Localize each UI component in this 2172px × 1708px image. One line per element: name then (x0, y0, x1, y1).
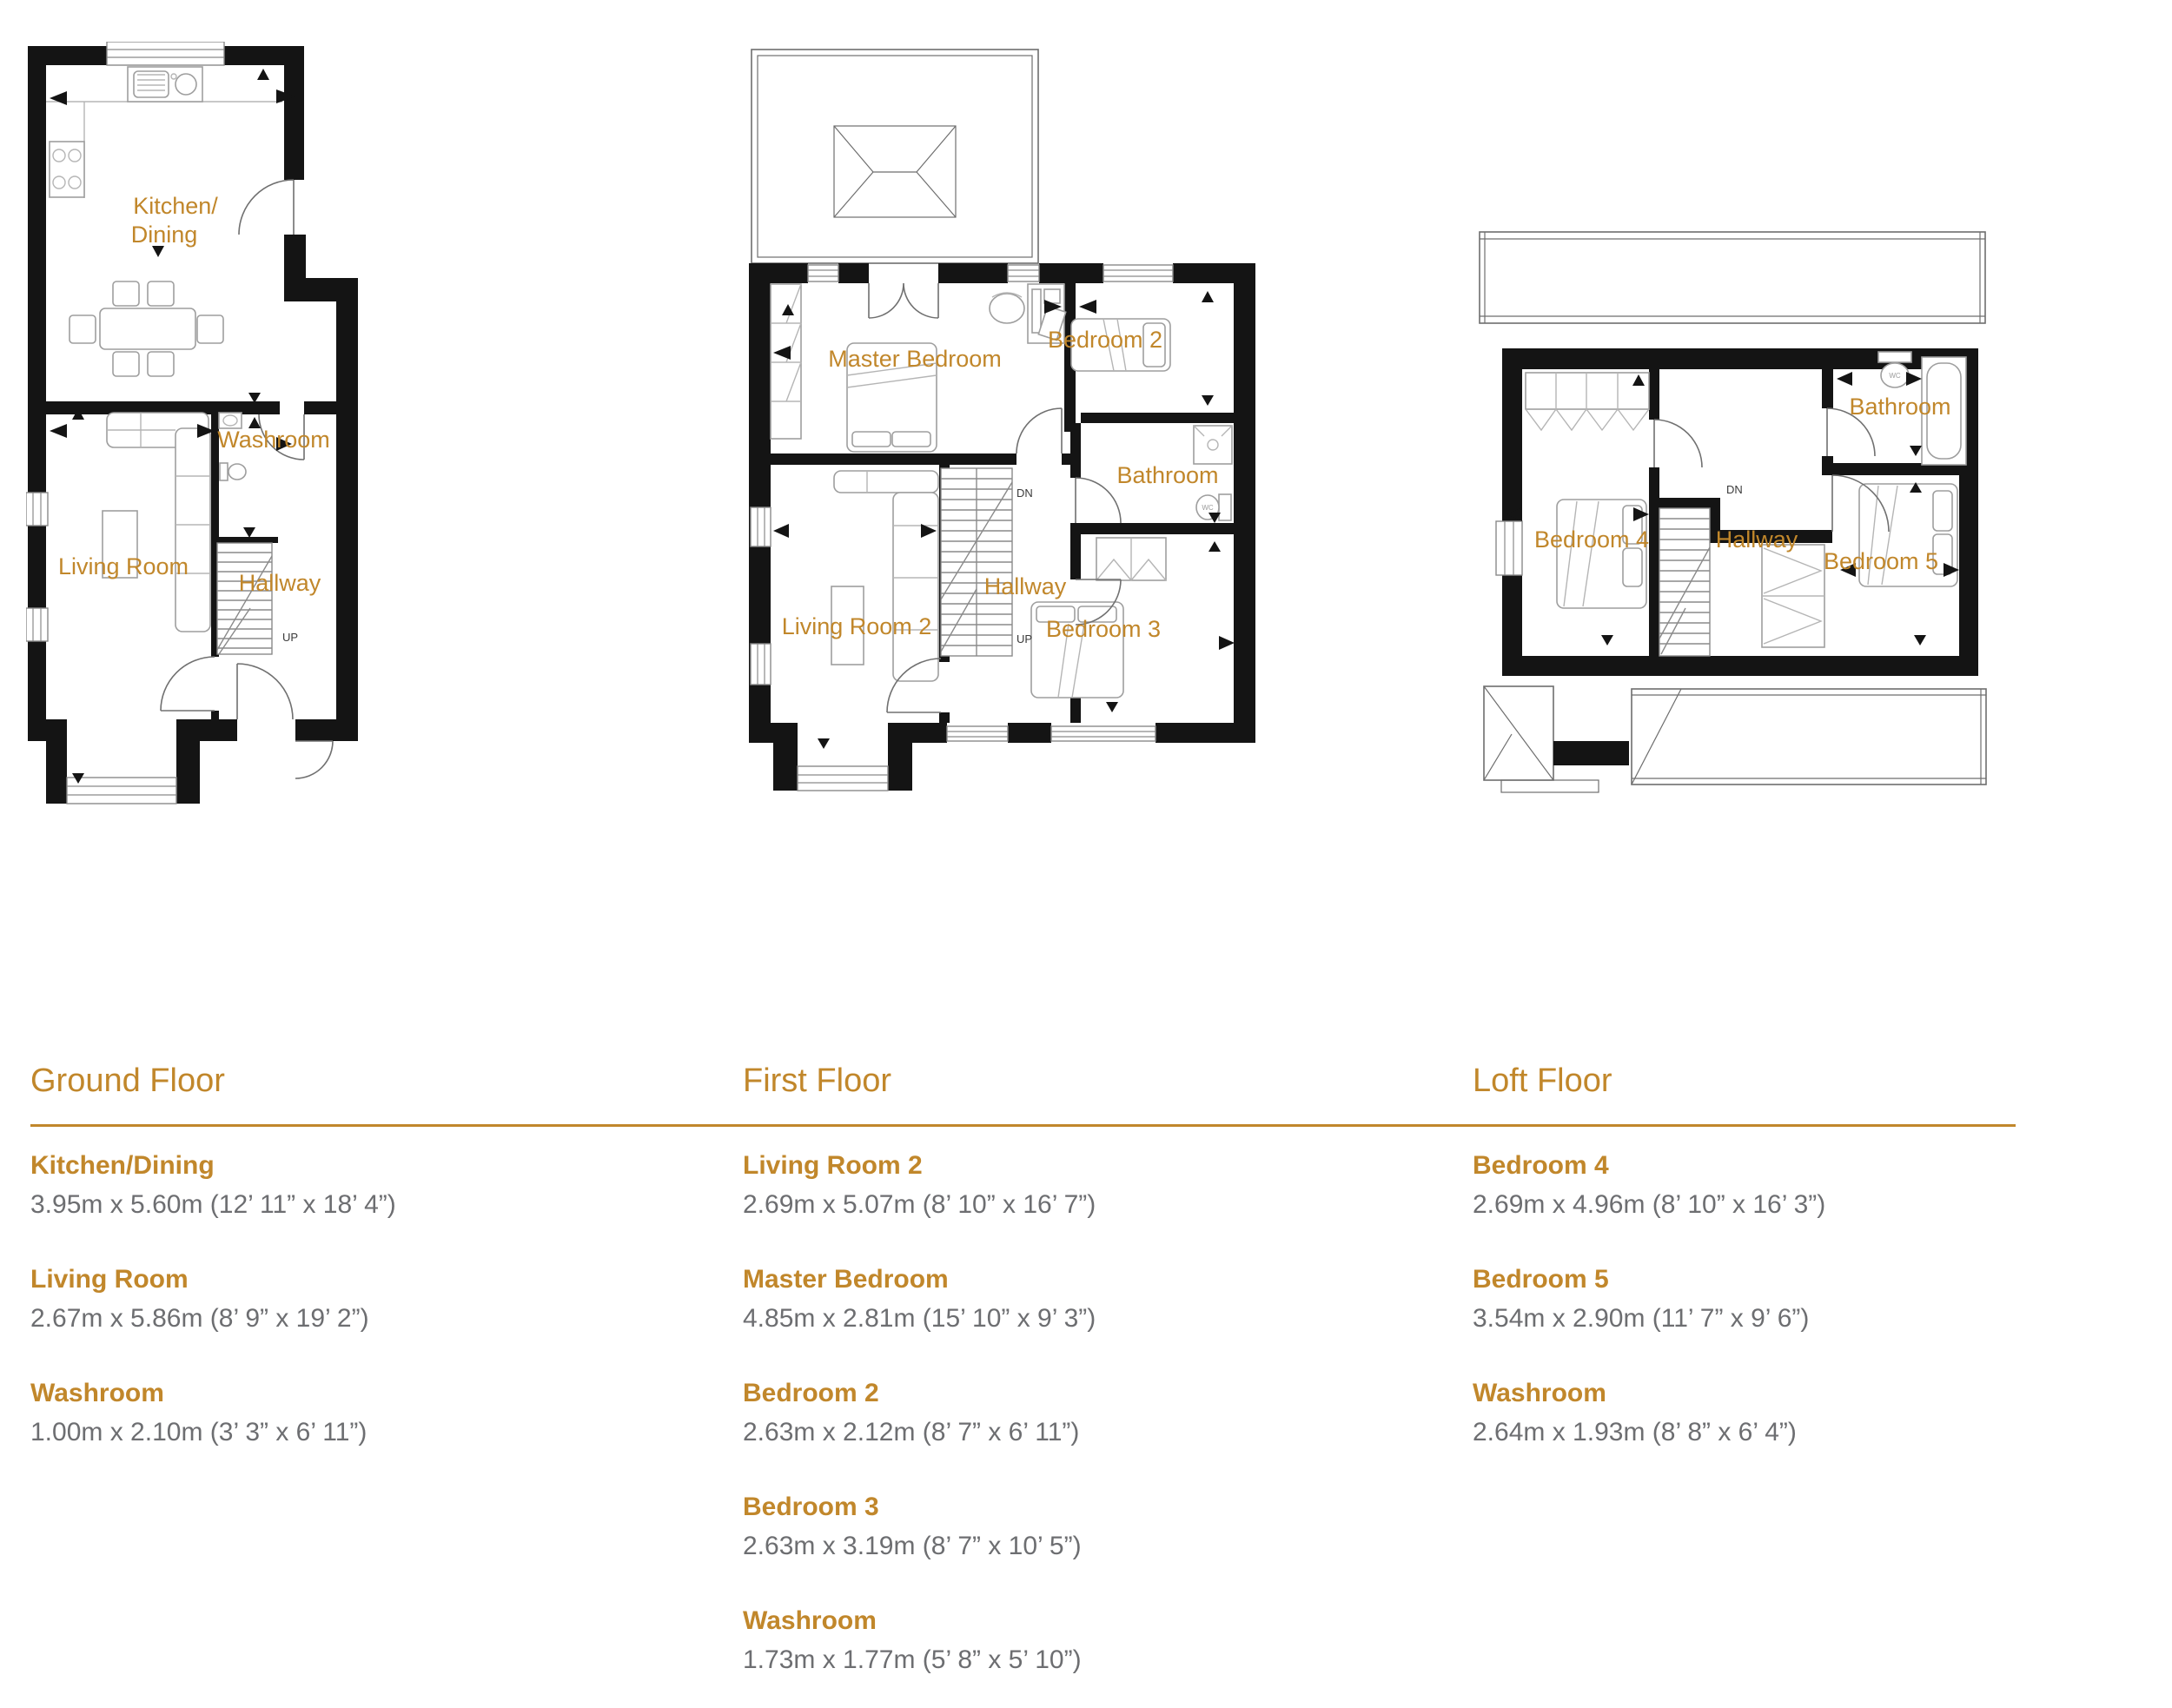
room-name: Washroom (30, 1379, 164, 1407)
arrow-right-icon (1219, 636, 1235, 650)
legend-entry (743, 1604, 1420, 1678)
room-name: Bedroom 3 (743, 1493, 879, 1521)
room-dimensions: 2.69m x 5.07m (8’ 10” x 16’ 7”) (743, 1190, 1096, 1219)
loft-label-bedroom5: Bedroom 5 (1823, 548, 1939, 574)
staircase-dn-up (941, 468, 1012, 656)
arrow-right-icon (1906, 372, 1922, 386)
legend-title-ground: Ground Floor (30, 1063, 225, 1099)
ground-label-hallway: Hallway (238, 570, 321, 596)
arrow-up-icon (257, 69, 269, 80)
ground-floor-plan (26, 42, 361, 815)
bedroom4-bed (1557, 500, 1646, 608)
room-name: Living Room (30, 1265, 189, 1294)
room-name: Bedroom 5 (1473, 1265, 1609, 1294)
room-dimensions: 3.95m x 5.60m (12’ 11” x 18’ 4”) (30, 1190, 396, 1219)
loft-label-dn: DN (1726, 483, 1743, 496)
kitchen-sink (128, 67, 202, 102)
arrow-down-icon (818, 738, 830, 749)
legend-column-ground (30, 1062, 708, 1490)
first-label-dn: DN (1016, 487, 1033, 500)
room-dimensions: 2.64m x 1.93m (8’ 8” x 6’ 4”) (1473, 1418, 1797, 1447)
legend-entry (743, 1262, 1420, 1336)
legend-title-first: First Floor (743, 1063, 891, 1099)
arrow-left-icon (50, 424, 67, 438)
svg-text:WC: WC (1202, 504, 1214, 512)
legend-entry (743, 1376, 1420, 1450)
dormer-roof (1484, 686, 1599, 792)
room-name: Bedroom 4 (1473, 1151, 1609, 1180)
first-label-bedroom3: Bedroom 3 (1045, 616, 1162, 642)
loft-label-hallway: Hallway (1715, 526, 1798, 553)
ground-label-kitchen-1: Kitchen/ (133, 193, 218, 219)
stove-icon (50, 142, 84, 197)
room-dimensions: 2.63m x 2.12m (8’ 7” x 6’ 11”) (743, 1418, 1080, 1447)
living-door-arc (161, 657, 215, 711)
loft-floor-plan (1477, 222, 1998, 795)
bedroom4-door-arc (1654, 420, 1702, 467)
master-wardrobe (771, 284, 801, 439)
porch-door-arc (295, 741, 333, 778)
first-label-living2: Living Room 2 (781, 613, 932, 639)
room-name: Bedroom 2 (743, 1379, 879, 1407)
room-dimensions: 4.85m x 2.81m (15’ 10” x 9’ 3”) (743, 1304, 1096, 1333)
room-dimensions: 1.00m x 2.10m (3’ 3” x 6’ 11”) (30, 1418, 368, 1447)
ground-window-kitchen (107, 42, 224, 65)
loft-label-bathroom: Bathroom (1849, 394, 1951, 420)
first-label-bathroom: Bathroom (1116, 462, 1219, 488)
first-floor-plan (738, 43, 1260, 817)
room-dimensions: 2.69m x 4.96m (8’ 10” x 16’ 3”) (1473, 1190, 1826, 1219)
first-label-hallway: Hallway (983, 573, 1067, 599)
legend-entry (1473, 1149, 2150, 1222)
ground-bay-window (67, 778, 176, 804)
master-door-arc (1016, 408, 1062, 453)
legend-entry (1473, 1262, 2150, 1336)
ground-label-up: UP (282, 631, 299, 644)
rear-roof-slope (1632, 689, 1986, 784)
ground-window-living-1 (26, 493, 48, 526)
bedroom4-wardrobe (1526, 373, 1649, 430)
room-name: Master Bedroom (743, 1265, 949, 1294)
legend-entry (743, 1149, 1420, 1222)
first-label-up: UP (1016, 632, 1033, 645)
arrow-down-icon (1914, 635, 1926, 645)
svg-text:WC: WC (1889, 372, 1901, 380)
room-dimensions: 2.67m x 5.86m (8’ 9” x 19’ 2”) (30, 1304, 369, 1333)
arrow-down-icon (1202, 395, 1214, 406)
french-doors-arc (869, 283, 938, 318)
first-windows-bottom (798, 726, 1156, 791)
ground-label-washroom: Washroom (217, 427, 330, 453)
room-name: Washroom (1473, 1379, 1606, 1407)
legend-entry (30, 1149, 708, 1222)
ground-window-living-2 (26, 608, 48, 641)
arrow-left-icon (773, 524, 789, 538)
bedroom5-wardrobe (1762, 545, 1824, 647)
front-door-arc (237, 664, 293, 719)
bedroom3-wardrobe (1096, 538, 1166, 580)
first-label-master: Master Bedroom (828, 346, 1002, 372)
toilet-icon (220, 463, 246, 480)
arrow-down-icon (1910, 446, 1922, 456)
legend-column-first (743, 1062, 1420, 1708)
legend-title-loft: Loft Floor (1473, 1063, 1612, 1099)
arrow-up-icon (1209, 541, 1221, 552)
arrow-up-icon (1202, 291, 1214, 302)
room-name: Living Room 2 (743, 1151, 923, 1180)
arrow-left-icon (1837, 372, 1852, 386)
arrow-down-icon (1601, 635, 1613, 645)
ground-label-kitchen-2: Dining (130, 222, 198, 248)
loft-label-bedroom4: Bedroom 4 (1533, 526, 1650, 553)
legend-entry (743, 1490, 1420, 1564)
ground-label-living: Living Room (57, 553, 189, 579)
roof-lantern (752, 50, 1038, 263)
room-dimensions: 1.73m x 1.77m (5’ 8” x 5’ 10”) (743, 1645, 1082, 1674)
legend-entry (30, 1376, 708, 1450)
shower-icon (1194, 426, 1232, 464)
roof-band (1480, 232, 1985, 323)
arrow-left-icon (1079, 300, 1096, 314)
dining-table (70, 281, 223, 376)
legend-entry (30, 1262, 708, 1336)
arrow-left-icon (50, 91, 67, 105)
room-name: Washroom (743, 1606, 877, 1635)
staircase-up (217, 543, 272, 654)
legend-entry (1473, 1376, 2150, 1450)
legend-column-loft (1473, 1062, 2150, 1490)
bathroom-door-arc (1076, 478, 1121, 523)
room-name: Kitchen/Dining (30, 1151, 215, 1180)
kitchen-door-arc (239, 180, 294, 235)
room-dimensions: 3.54m x 2.90m (11’ 7” x 9’ 6”) (1473, 1304, 1810, 1333)
loft-window-left (1496, 521, 1522, 575)
arrow-down-icon (1106, 702, 1118, 712)
staircase-dn (1659, 508, 1710, 656)
arrow-down-icon (243, 527, 255, 538)
room-dimensions: 2.63m x 3.19m (8’ 7” x 10’ 5”) (743, 1532, 1082, 1560)
first-label-bedroom2: Bedroom 2 (1047, 327, 1163, 353)
